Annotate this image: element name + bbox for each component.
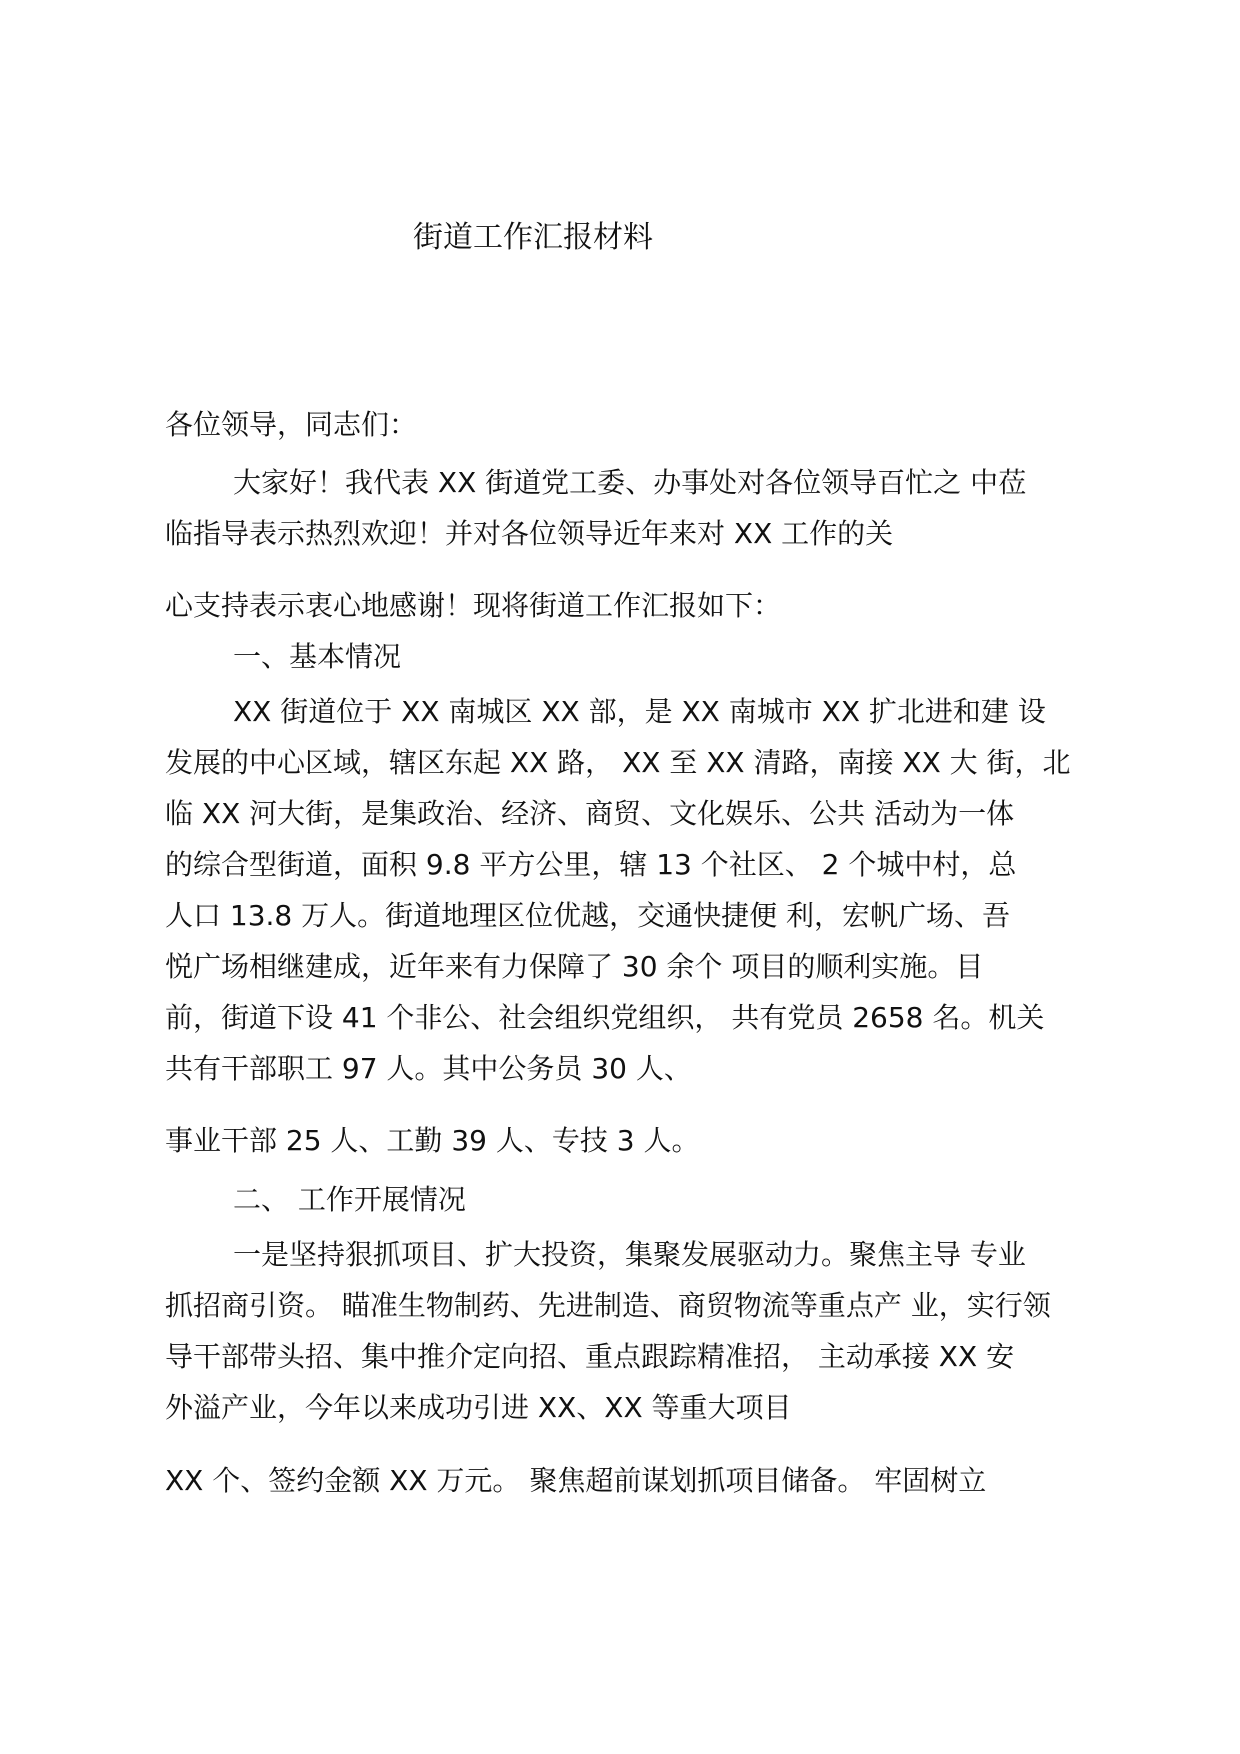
section1-line-3: 临 XX 河大街，是集政治、经济、商贸、文化娱乐、公共 活动为一体 — [165, 797, 1015, 830]
section1-line-6: 悦广场相继建成，近年来有力保障了 30 余个 项目的顺利实施。目 — [165, 950, 984, 983]
section1-line-2: 发展的中心区域，辖区东起 XX 路， XX 至 XX 清路，南接 XX 大 街，北 — [165, 746, 1071, 779]
section1-line-1: XX 街道位于 XX 南城区 XX 部，是 XX 南城市 XX 扩北进和建 设 — [233, 695, 1046, 728]
section2-line-5: XX 个、签约金额 XX 万元。 聚焦超前谋划抓项目储备。 牢固树立 — [165, 1464, 987, 1497]
section1-line-9: 事业干部 25 人、工勤 39 人、专技 3 人。 — [165, 1124, 700, 1157]
section2-line-4: 外溢产业，今年以来成功引进 XX、XX 等重大项目 — [165, 1391, 792, 1424]
intro-line-1: 大家好！我代表 XX 街道党工委、办事处对各位领导百忙之 中莅 — [233, 466, 1027, 499]
section2-line-3: 导干部带头招、集中推介定向招、重点跟踪精准招， 主动承接 XX 安 — [165, 1340, 1015, 1373]
section1-line-7: 前，街道下设 41 个非公、社会组织党组织， 共有党员 2658 名。机关 — [165, 1001, 1045, 1034]
section-heading-basic: 一、基本情况 — [233, 640, 402, 673]
section2-line-1: 一是坚持狠抓项目、扩大投资，集聚发展驱动力。聚焦主导 专业 — [233, 1238, 1026, 1271]
document-title: 街道工作汇报材料 — [413, 220, 653, 255]
intro-line-3: 心支持表示衷心地感谢！现将街道工作汇报如下： — [165, 589, 782, 622]
section1-line-8: 共有干部职工 97 人。其中公务员 30 人、 — [165, 1052, 692, 1085]
section-heading-work: 二、 工作开展情况 — [233, 1183, 466, 1216]
section1-line-5: 人口 13.8 万人。街道地理区位优越，交通快捷便 利，宏帆广场、吾 — [165, 899, 1011, 932]
section2-line-2: 抓招商引资。 瞄准生物制药、先进制造、商贸物流等重点产 业，实行领 — [165, 1289, 1051, 1322]
section1-line-4: 的综合型街道，面积 9.8 平方公里，辖 13 个社区、 2 个城中村，总 — [165, 848, 1017, 881]
salutation: 各位领导，同志们： — [165, 408, 418, 441]
intro-line-2: 临指导表示热烈欢迎！并对各位领导近年来对 XX 工作的关 — [165, 517, 894, 550]
